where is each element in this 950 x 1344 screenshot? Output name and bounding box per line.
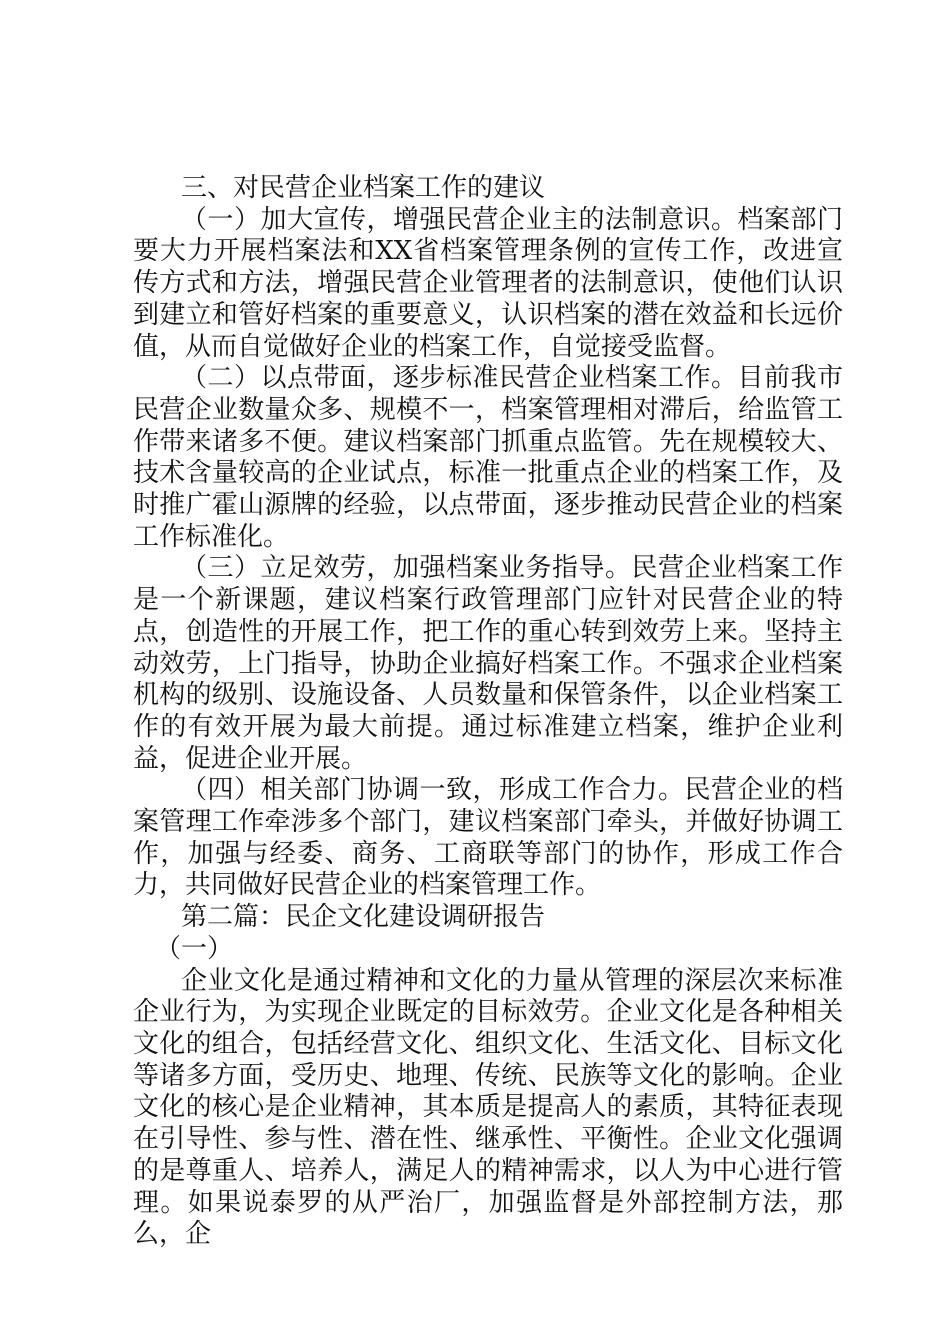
- section-heading: 三、对民营企业档案工作的建议: [181, 173, 546, 203]
- paragraph-3: （三）立足效劳，加强档案业务指导。民营企业档案工作是一个新课题，建议档案行政管理部门应针对民营企业的特点，创造性的开展工作，把工作的重心转到效劳上来。坚持主动效劳，上门指导，协助企业搞好档案工作。不强求企业档案机构的级别、设施设备、人员数量和保管条件，以企业档案工作的有效开展为最大前提。通过标准建立档案，维护企业利益，促进企业开展。: [133, 553, 843, 774]
- document-page: [133, 173, 843, 1251]
- paragraph-5: 企业文化是通过精神和文化的力量从管理的深层次来标准企业行为，为实现企业既定的目标效劳。企业文化是各种相关文化的组合，包括经营文化、组织文化、生活文化、目标文化等诸多方面，受历史、地理、传统、民族等文化的影响。企业文化的核心是企业精神，其本质是提高人的素质，其特征表现在引导性、参与性、潜在性、继承性、平衡性。企业文化强调的是尊重人、培养人，满足人的精神需求，以人为中心进行管理。如果说泰罗的从严治厂，加强监督是外部控制方法，那么，企: [133, 965, 843, 1250]
- paragraph-1: （一）加大宣传，增强民营企业主的法制意识。档案部门要大力开展档案法和XX省档案管理条例的宣传工作，改进宣传方式和方法，增强民营企业管理者的法制意识，使他们认识到建立和管好档案的重要意义，认识档案的潜在效益和长远价值，从而自觉做好企业的档案工作，自觉接受监督。: [133, 204, 843, 362]
- paragraph-2: （二）以点带面，逐步标准民营企业档案工作。目前我市民营企业数量众多、规模不一，档案管理相对滞后，给监管工作带来诸多不便。建议档案部门抓重点监管。先在规模较大、技术含量较高的企业试点，标准一批重点企业的档案工作，及时推广霍山源牌的经验，以点带面，逐步推动民营企业的档案工作标准化。: [133, 363, 843, 552]
- paragraph-4: （四）相关部门协调一致，形成工作合力。民营企业的档案管理工作牵涉多个部门，建议档案部门牵头，并做好协调工作，加强与经委、商务、工商联等部门的协作，形成工作合力，共同做好民营企业的档案管理工作。: [133, 775, 843, 901]
- subsection-label: （一）: [155, 933, 234, 964]
- chapter-title: 第二篇：民企文化建设调研报告: [181, 902, 546, 933]
